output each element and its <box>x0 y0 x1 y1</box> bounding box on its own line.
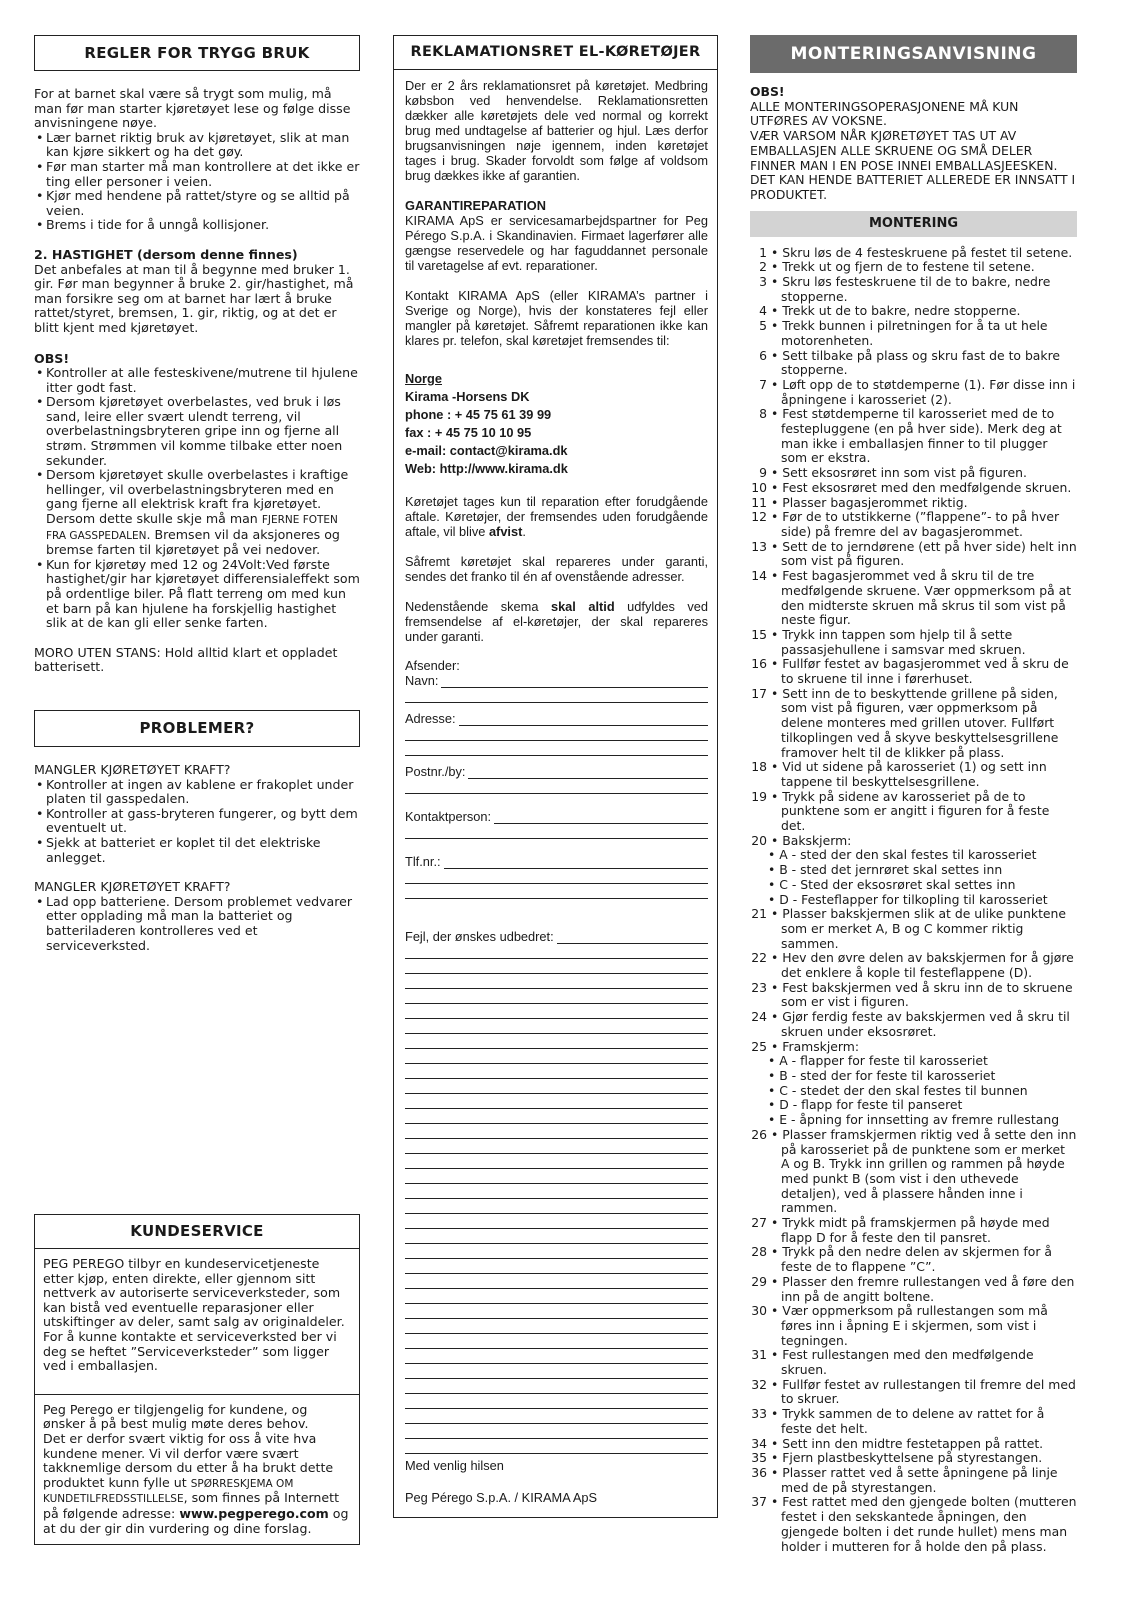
step-item <box>750 790 1077 834</box>
step-text: • Fullfør festet av bagasjerommet ved å skru de to skruene til inne i førerhuset. <box>771 656 1069 687</box>
kundeservice-text-4: og at du der gir din vurdering og dine forslag. <box>43 1505 349 1536</box>
skema-text-c: udfyldes ved fremsendelse af el-køretøjer, der skal repareres under garanti. <box>405 599 708 644</box>
skema-text <box>405 599 708 644</box>
step-item <box>750 1304 1077 1348</box>
postnr-label: Postnr./by: <box>405 764 466 779</box>
problem-heading-1: MANGLER KJØRETØYET KRAFT? <box>34 761 231 777</box>
blank-line[interactable] <box>405 1304 708 1319</box>
step-item <box>750 466 1077 481</box>
step-number: 23 <box>751 979 767 995</box>
step-number: 6 <box>759 347 767 363</box>
norge-heading: Norge <box>405 371 442 386</box>
step-item <box>750 260 1077 275</box>
address-web: Web: http://www.kirama.dk <box>405 461 568 476</box>
step-number: 20 <box>751 832 767 848</box>
step-text: • Trekk ut de to bakre, nedre stopperne. <box>771 303 1021 319</box>
montering-steps <box>750 246 1077 1555</box>
blank-line[interactable] <box>405 1079 708 1094</box>
reklamation-heading: REKLAMATIONSRET EL-KØRETØJER <box>393 35 718 70</box>
kundeservice-text-2: Peg Perego er tilgjengelig for kundene, og ønsker å på best mulig møte deres behov. Det er derfor svært viktig for oss å vite hva kundene mener. Vi vil derfor være svært takknemlige dersom du etter å ha brukt dette produktet kunn fylle ut <box>43 1401 334 1490</box>
blank-line[interactable] <box>405 1409 708 1424</box>
regler-list <box>34 131 360 233</box>
step-item <box>750 246 1077 261</box>
blank-line[interactable] <box>405 1439 708 1454</box>
blank-line[interactable] <box>405 1334 708 1349</box>
step-text: • Trekk ut og fjern de to festene til setene. <box>771 259 1035 275</box>
problem-list-1 <box>34 778 360 866</box>
step-item <box>750 319 1077 348</box>
step-number: 37 <box>751 1494 767 1510</box>
step-number: 30 <box>751 1303 767 1319</box>
step-item <box>750 1437 1077 1452</box>
sub-step-item: • B - sted der for feste til karosseriet <box>768 1068 996 1083</box>
list-item: • Kontroller at alle festeskivene/mutrene til hjulene itter godt fast. <box>34 366 360 395</box>
step-item <box>750 407 1077 466</box>
obs3-text-end: . Bremsen vil da aksjoneres og bremse farten til kjøretøyet på vei nedover. <box>46 526 340 558</box>
blank-line[interactable] <box>405 1274 708 1289</box>
step-number: 13 <box>751 538 767 554</box>
postnr-field[interactable] <box>405 764 708 779</box>
step-number: 18 <box>751 759 767 775</box>
blank-line[interactable] <box>405 1319 708 1334</box>
step-text: • Trekk bunnen i pilretningen for å ta ut hele motorenheten. <box>771 318 1048 348</box>
step-item <box>750 1466 1077 1495</box>
middle-column <box>393 35 718 1518</box>
blank-line[interactable] <box>405 1364 708 1379</box>
step-text: • Plasser den fremre rullestangen ved å føre den inn på de angitt boltene. <box>771 1273 1075 1304</box>
step-number: 31 <box>751 1347 767 1363</box>
blank-line[interactable] <box>405 959 708 974</box>
fejl-label: Fejl, der ønskes udbedret: <box>405 929 554 944</box>
obs-right-text: ALLE MONTERINGSOPERASJONENE MÅ KUN UTFØRES AV VOKSNE. VÆR VARSOM NÅR KJØRETØYET TAS UT AV EMBALLASJEN ALLE SKRUENE OG SMÅ DELER FINNER MAN I EN POSE INNEI EMBALLASJEESKEN. DET KAN HENDE BATTERIET ALLEREDE ER INNSATT I PRODUKTET. <box>750 98 1076 202</box>
step-item <box>750 349 1077 378</box>
adresse-label: Adresse: <box>405 711 456 726</box>
step-item <box>750 569 1077 628</box>
list-item: • Før man starter må man kontrollere at det ikke er ting eller personer i veien. <box>34 160 360 189</box>
blank-line[interactable] <box>405 1034 708 1049</box>
step-number: 26 <box>751 1126 767 1142</box>
step-text: • Skru løs festeskruene til de to bakre, nedre stopperne. <box>771 274 1051 304</box>
step-item <box>750 981 1077 1010</box>
step-item <box>750 304 1077 319</box>
afsender-label: Afsender: <box>405 658 460 673</box>
list-item: • Lad opp batteriene. Dersom problemet vedvarer etter opplading må man la batteriet og batteriladeren kontrolleres ved et serviceverksted. <box>34 895 360 953</box>
step-text: • Skru løs de 4 festeskruene på festet til setene. <box>771 244 1073 260</box>
blank-line[interactable] <box>405 1394 708 1409</box>
step-number: 9 <box>759 465 767 481</box>
blank-line[interactable] <box>405 1049 708 1064</box>
address-fax: fax : + 45 75 10 10 95 <box>405 425 532 440</box>
step-item <box>750 1407 1077 1436</box>
list-item: • Kontroller at ingen av kablene er frakoplet under platen til gasspedalen. <box>34 778 360 807</box>
list-item: • Sjekk at batteriet er koplet til det elektriske anlegget. <box>34 836 360 865</box>
step-item <box>750 1275 1077 1304</box>
tlf-label: Tlf.nr.: <box>405 854 441 869</box>
fejl-lines[interactable] <box>405 944 708 1454</box>
step-number: 4 <box>759 303 767 319</box>
step-text: • Vær oppmerksom på rullestangen som må føres inn i åpning E i skjermen, som vist i tegningen. <box>771 1303 1048 1348</box>
step-text: • Fullfør festet av rullestangen til fremre del med to skruer. <box>771 1376 1076 1407</box>
navn-field[interactable] <box>405 673 708 688</box>
blank-line[interactable] <box>405 1124 708 1139</box>
step-number: 10 <box>751 479 767 495</box>
step-number: 2 <box>759 259 767 275</box>
step-text: • Trykk på sidene av karosseriet på de to punktene som er angitt i figuren for å feste det. <box>771 788 1050 834</box>
kundeservice-text-3: , som finnes på Internett på følgende adresse: <box>43 1490 340 1521</box>
aftale-text-c: . <box>522 524 526 539</box>
step-item <box>750 1348 1077 1377</box>
step-number: 33 <box>751 1406 767 1422</box>
step-number: 16 <box>751 656 767 672</box>
step-text: • Sett tilbake på plass og skru fast de to bakre stopperne. <box>771 347 1061 378</box>
step-text: • Fest bakskjermen ved å skru inn de to skruene som er vist i figuren. <box>771 979 1073 1010</box>
list-item: • Dersom kjøretøyet overbelastes, ved bruk i løs sand, leire eller svært ulendt terreng, vil overbelastningsbryteren gripe inn og fjerne all strøm. Strømmen vil komme tilbake etter noen sekunder. <box>34 395 360 468</box>
step-text: • Plasser rattet ved å sette åpningene på linje med de på styrestangen. <box>771 1464 1058 1495</box>
step-item <box>750 540 1077 569</box>
step-text: • Trykk inn tappen som hjelp til å sette passasjehullene i samsvar med skruen. <box>771 626 1026 657</box>
website-link[interactable]: www.pegperego.com <box>179 1505 329 1521</box>
blank-line[interactable] <box>405 1019 708 1034</box>
list-item <box>34 468 360 558</box>
step-number: 29 <box>751 1273 767 1289</box>
step-number: 19 <box>751 788 767 804</box>
obs-heading: OBS! <box>34 350 70 366</box>
step-item <box>750 1451 1077 1466</box>
aftale-text <box>405 494 708 539</box>
obs3-text: Dersom kjøretøyet skulle overbelastes i kraftige hellinger, vil overbelastningsbryteren med en gang fjerne all elektrisk kraft fra kjøretøyet. Dersom dette skulle skje må man <box>46 467 349 527</box>
sporreskjema-caps: SPØRRESKJEMA OM KUNDETILFREDSSTILLELSE <box>43 1477 294 1506</box>
skema-text-a: Nedenstående skema <box>405 599 551 614</box>
step-item <box>750 1216 1077 1245</box>
sub-step-item: • D - Festeflapper for tilkopling til karosseriet <box>768 891 1048 907</box>
problemer-heading: PROBLEMER? <box>34 710 360 747</box>
fejl-field[interactable] <box>405 929 708 944</box>
kontakt-text: Kontakt KIRAMA ApS (eller KIRAMA’s partner i Sverige og Norge), hvis der konstateres fejl eller mangler på køretøjet. Såfremt reparationen ikke kan klares pr. telefon, skal køretøjet fremsendes til: <box>405 288 708 348</box>
sub-step-item: • B - sted det jernrøret skal settes inn <box>768 862 1003 878</box>
blank-line[interactable] <box>405 974 708 989</box>
kundeservice-heading: KUNDESERVICE <box>34 1214 360 1249</box>
garanti-text: KIRAMA ApS er servicesamarbejdspartner for Peg Pérego S.p.A. i Skandinavien. Firmaet lagerfører alle gængse reservedele og har faguddannet personale til varetagelse af evt. reparationer. <box>405 213 708 273</box>
blank-line[interactable] <box>405 989 708 1004</box>
step-item <box>750 951 1077 980</box>
right-column <box>750 35 1077 1554</box>
step-text: • Gjør ferdig feste av bakskjermen ved å skru til skruen under eksosrøret. <box>771 1009 1070 1039</box>
step-item <box>750 510 1077 539</box>
kundeservice-section <box>34 1214 360 1545</box>
step-text: • Sett de to jerndørene (ett på hver side) helt inn som vist på figuren. <box>771 538 1077 569</box>
step-number: 34 <box>751 1435 767 1451</box>
skema-bold: skal altid <box>550 599 615 614</box>
list-item: • Kontroller at gass-bryteren fungerer, og bytt dem eventuelt ut. <box>34 807 360 836</box>
blank-line[interactable] <box>405 1139 708 1154</box>
blank-line[interactable] <box>405 1229 708 1244</box>
step-item <box>750 1040 1077 1055</box>
step-text: • Plasser bakskjermen slik at de ulike punktene som er merket A, B og C kommer riktig sammen. <box>771 906 1067 951</box>
problem-list-2 <box>34 895 360 953</box>
aftale-bold: afvist <box>488 524 523 539</box>
list-item: • Brems i tide for å unngå kollisjoner. <box>34 218 360 233</box>
step-text: • Plasser bagasjerommet riktig. <box>771 494 968 510</box>
blank-line[interactable] <box>405 1289 708 1304</box>
step-number: 17 <box>751 685 767 701</box>
blank-line[interactable] <box>405 1424 708 1439</box>
step-item <box>750 481 1077 496</box>
garanti-heading: GARANTIREPARATION <box>405 198 546 213</box>
problem-heading-2: MANGLER KJØRETØYET KRAFT? <box>34 879 231 895</box>
reklamation-box <box>393 70 718 1518</box>
list-item: • Kjør med hendene på rattet/styre og se alltid på veien. <box>34 189 360 218</box>
sub-step-item: • A - sted der den skal festes til karosseriet <box>768 847 1037 863</box>
sub-step-item: • C - Sted der eksosrøret skal settes inn <box>768 876 1016 892</box>
step-text: • Framskjerm: <box>771 1038 860 1054</box>
franko-text: Såfremt køretøjet skal repareres under garanti, sendes det franko til én af ovenstående adresser. <box>405 554 708 584</box>
kontaktperson-label: Kontaktperson: <box>405 809 492 824</box>
regler-intro: For at barnet skal være så trygt som mulig, må man før man starter kjøretøyet lese og følge disse anvisningene nøye. <box>34 86 351 131</box>
address-phone: phone : + 45 75 61 39 99 <box>405 407 552 422</box>
blank-line[interactable] <box>405 1169 708 1184</box>
step-item <box>750 1010 1077 1039</box>
blank-line[interactable] <box>405 1259 708 1274</box>
hastighet-text: Det anbefales at man til å begynne med bruker 1. gir. Før man begynner å bruke 2. gir/hastighet, må man forsikre seg om at barnet har lært å bruke rattet/styret, bremsen, 1. gir, riktig, og at det er blitt kjent med kjøretøyet. <box>34 261 354 335</box>
blank-line[interactable] <box>405 1154 708 1169</box>
blank-line[interactable] <box>405 1214 708 1229</box>
step-item <box>750 1495 1077 1554</box>
montering-main-heading: MONTERINGSANVISNING <box>750 35 1077 73</box>
moro-text: MORO UTEN STANS: Hold alltid klart et oppladet batterisett. <box>34 644 338 675</box>
step-number: 35 <box>751 1450 767 1466</box>
step-item <box>750 907 1077 951</box>
obs-list <box>34 366 360 631</box>
adresse-field[interactable] <box>405 711 708 726</box>
obs3-caps: FJERNE FOTEN FRA GASSPEDALEN <box>46 514 338 542</box>
step-number: 24 <box>751 1009 767 1025</box>
step-item <box>750 1245 1077 1274</box>
kundeservice-box <box>34 1249 360 1545</box>
step-number: 5 <box>759 318 767 334</box>
sub-step-item: • D - flapp for feste til panseret <box>768 1097 963 1113</box>
step-text: • Fest bagasjerommet ved å skru til de tre medfølgende skruene. Vær oppmerksom på at den midterste skruen må skrus til som vist på neste figur. <box>771 568 1072 628</box>
blank-line[interactable] <box>405 1379 708 1394</box>
step-item <box>750 378 1077 407</box>
step-text: • Trykk sammen de to delene av rattet for å feste det helt. <box>771 1406 1045 1436</box>
montering-heading: MONTERING <box>750 211 1077 237</box>
step-number: 8 <box>759 406 767 422</box>
tlf-field[interactable] <box>405 854 708 869</box>
step-number: 15 <box>751 626 767 642</box>
step-text: • Fest eksosrøret med den medfølgende skruen. <box>771 479 1072 495</box>
step-number: 36 <box>751 1464 767 1480</box>
hilsen-text: Med venlig hilsen <box>405 1458 504 1473</box>
step-text: • Vid ut sidene på karosseriet (1) og sett inn tappene til beskyttelsesgrillene. <box>771 759 1047 789</box>
step-text: • Plasser framskjermen riktig ved å sette den inn på karosseriet på de punktene som er merket A og B. Trykk inn grillen og rammen på høyde med punkt B (som vist i den uthevede detaljen), ved å plassere hånden inne i rammen. <box>771 1126 1077 1216</box>
blank-line[interactable] <box>405 1094 708 1109</box>
obs-right-heading: OBS! <box>750 84 785 99</box>
reklamation-text: Der er 2 års reklamationsret på køretøjet. Medbring købsbon ved henvendelse. Reklamationsretten dækker alle køretøjets dele ved normal og korrekt brug med undtagelse af batterier og hjul. Læs derfor brugsanvisningen nøje igennem, inden køretøjet tages i brug. Skader forvoldt som følge af voldsom brug dækkes ikke af garantien. <box>405 78 708 183</box>
step-text: • Trykk på den nedre delen av skjermen for å feste de to flappene ”C”. <box>771 1244 1052 1275</box>
step-text: • Før de to utstikkerne (”flappene”- to på hver side) på fremre del av bagasjerommet. <box>771 509 1060 539</box>
blank-line[interactable] <box>405 1064 708 1079</box>
address-email: e-mail: contact@kirama.dk <box>405 443 568 458</box>
step-item <box>750 275 1077 304</box>
step-number: 11 <box>751 494 767 510</box>
step-number: 1 <box>759 244 767 260</box>
step-item <box>750 1378 1077 1407</box>
kontaktperson-field[interactable] <box>405 809 708 824</box>
blank-line[interactable] <box>405 1244 708 1259</box>
kundeservice-text: PEG PEREGO tilbyr en kundeservicetjeneste etter kjøp, enten direkte, eller gjennom sitt nettverk av autoriserte serviceverksteder, som kan bistå ved eventuelle reparasjoner eller utskiftinger av deler, samt salg av originaldeler. For å kunne kontakte et serviceverksted ber vi deg se heftet ”Serviceverksteder” som ligger ved i emballasjen. <box>43 1256 345 1374</box>
step-number: 27 <box>751 1215 767 1231</box>
step-number: 22 <box>751 950 767 966</box>
list-item: • Lær barnet riktig bruk av kjøretøyet, slik at man kan kjøre sikkert og ha det gøy. <box>34 131 360 160</box>
blank-line[interactable] <box>405 944 708 959</box>
step-text: • Løft opp de to støtdemperne (1). Før disse inn i åpningene i karosseriet (2). <box>771 376 1076 407</box>
step-number: 3 <box>759 274 767 290</box>
aftale-text-a: Køretøjet tages kun til reparation efter forudgående aftale. Køretøjer, der fremsendes uden forudgående aftale, vil blive <box>405 494 708 539</box>
step-number: 12 <box>751 509 767 525</box>
step-number: 14 <box>751 568 767 584</box>
address-name: Kirama -Horsens DK <box>405 389 530 404</box>
left-column <box>34 35 360 1536</box>
navn-label: Navn: <box>405 673 439 688</box>
step-text: • Fest støtdemperne til karosseriet med de to festepluggene (en på hver side). Merk deg at man ikke i emballasjen finner to til plugger som er ekstra. <box>771 406 1062 466</box>
step-item <box>750 1128 1077 1216</box>
step-item <box>750 496 1077 511</box>
step-item <box>750 760 1077 789</box>
step-item <box>750 834 1077 849</box>
step-text: • Sett inn de to beskyttende grillene på siden, som vist på figuren, vær oppmerksom på delene monteres med grillen utover. Fullført tilkoplingen ved å skyve beskyttelsesgrillene framover helt til de klikker på plass. <box>771 685 1059 760</box>
blank-line[interactable] <box>405 1199 708 1214</box>
step-text: • Fjern plastbeskyttelsene på styrestangen. <box>771 1450 1043 1466</box>
step-text: • Trykk midt på framskjermen på høyde med flapp D for å feste den til pansret. <box>771 1215 1050 1245</box>
step-text: • Fest rullestangen med den medfølgende skruen. <box>771 1347 1034 1378</box>
blank-line[interactable] <box>405 1109 708 1124</box>
step-number: 25 <box>751 1038 767 1054</box>
step-text: • Sett eksosrøret inn som vist på figuren. <box>771 465 1027 481</box>
blank-line[interactable] <box>405 1349 708 1364</box>
blank-line[interactable] <box>405 1004 708 1019</box>
step-number: 7 <box>759 376 767 392</box>
regler-heading: REGLER FOR TRYGG BRUK <box>34 35 360 71</box>
step-text: • Sett inn den midtre festetappen på rattet. <box>771 1435 1044 1451</box>
step-item <box>750 657 1077 686</box>
step-text: • Hev den øvre delen av bakskjermen for å gjøre det enklere å kople til festeflappene (D). <box>771 950 1074 981</box>
sub-step-item: • C - stedet der den skal festes til bunnen <box>768 1082 1028 1098</box>
step-text: • Fest rattet med den gjengede bolten (mutteren festet i den sekskantede åpningen, den gjengede bolten i det runde hullet) mens man holder i mutteren for å holde den på plass. <box>771 1494 1077 1554</box>
step-item <box>750 628 1077 657</box>
step-number: 28 <box>751 1244 767 1260</box>
signature-text: Peg Pérego S.p.A. / KIRAMA ApS <box>405 1490 598 1505</box>
list-item: • Kun for kjøretøy med 12 og 24Volt:Ved første hastighet/gir har kjøretøyet differensialeffekt som på ordentlige biler. På flatt terreng om med kun et barn på kan hjulene ha forskjellig hastighet slik at de kan gli eller senke farten. <box>34 558 360 631</box>
sub-step-item: • E - åpning for innsetting av fremre rullestang <box>768 1112 1060 1128</box>
sub-step-item: • A - flapper for feste til karosseriet <box>768 1053 988 1069</box>
step-text: • Bakskjerm: <box>771 832 852 848</box>
step-number: 21 <box>751 906 767 922</box>
step-item <box>750 687 1077 761</box>
step-number: 32 <box>751 1376 767 1392</box>
hastighet-heading: 2. HASTIGHET (dersom denne finnes) <box>34 246 298 262</box>
blank-line[interactable] <box>405 1184 708 1199</box>
